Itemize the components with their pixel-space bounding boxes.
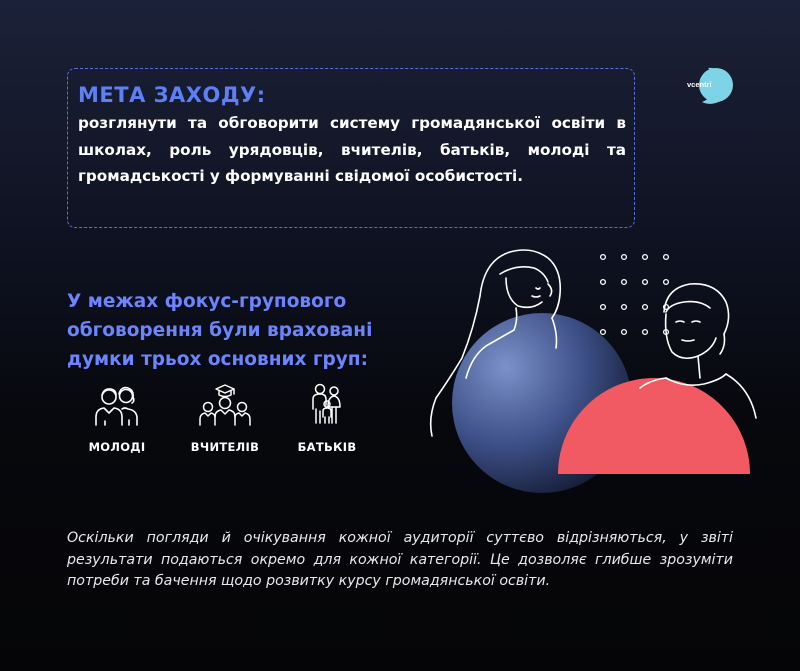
group-label-teachers: ВЧИТЕЛІВ (190, 440, 260, 454)
dot-grid (601, 255, 669, 335)
parents-icon (307, 383, 347, 427)
group-teachers (170, 383, 280, 454)
logo-text: vcentri (687, 80, 712, 89)
summary-text: Оскільки погляди й очікування кожної аудиторії суттєво відрізняються, у звіті результати подаються окремо для кожної категорії. Це дозволяє глибше зрозуміти потреби та бачення щодо розвитку курсу громадянської освіти. (67, 530, 733, 589)
group-parents (272, 383, 382, 454)
youth-icon (92, 383, 142, 427)
teachers-icon (198, 383, 252, 427)
group-label-youth: МОЛОДІ (88, 440, 146, 454)
people-illustration (420, 238, 760, 498)
group-label-parents: БАТЬКІВ (297, 440, 357, 454)
goal-title: МЕТА ЗАХОДУ: (78, 83, 266, 107)
goal-text: розглянути та обговорити систему громадянської освіти в школах, роль урядовців, вчителів, батьків, молоді та громадськості у формуванні свідомої особистості. (78, 114, 626, 185)
focus-heading: У межах фокус-групового обговорення були враховані думки трьох основних груп: (67, 291, 373, 370)
goal-box (67, 68, 635, 228)
group-youth (62, 383, 172, 454)
